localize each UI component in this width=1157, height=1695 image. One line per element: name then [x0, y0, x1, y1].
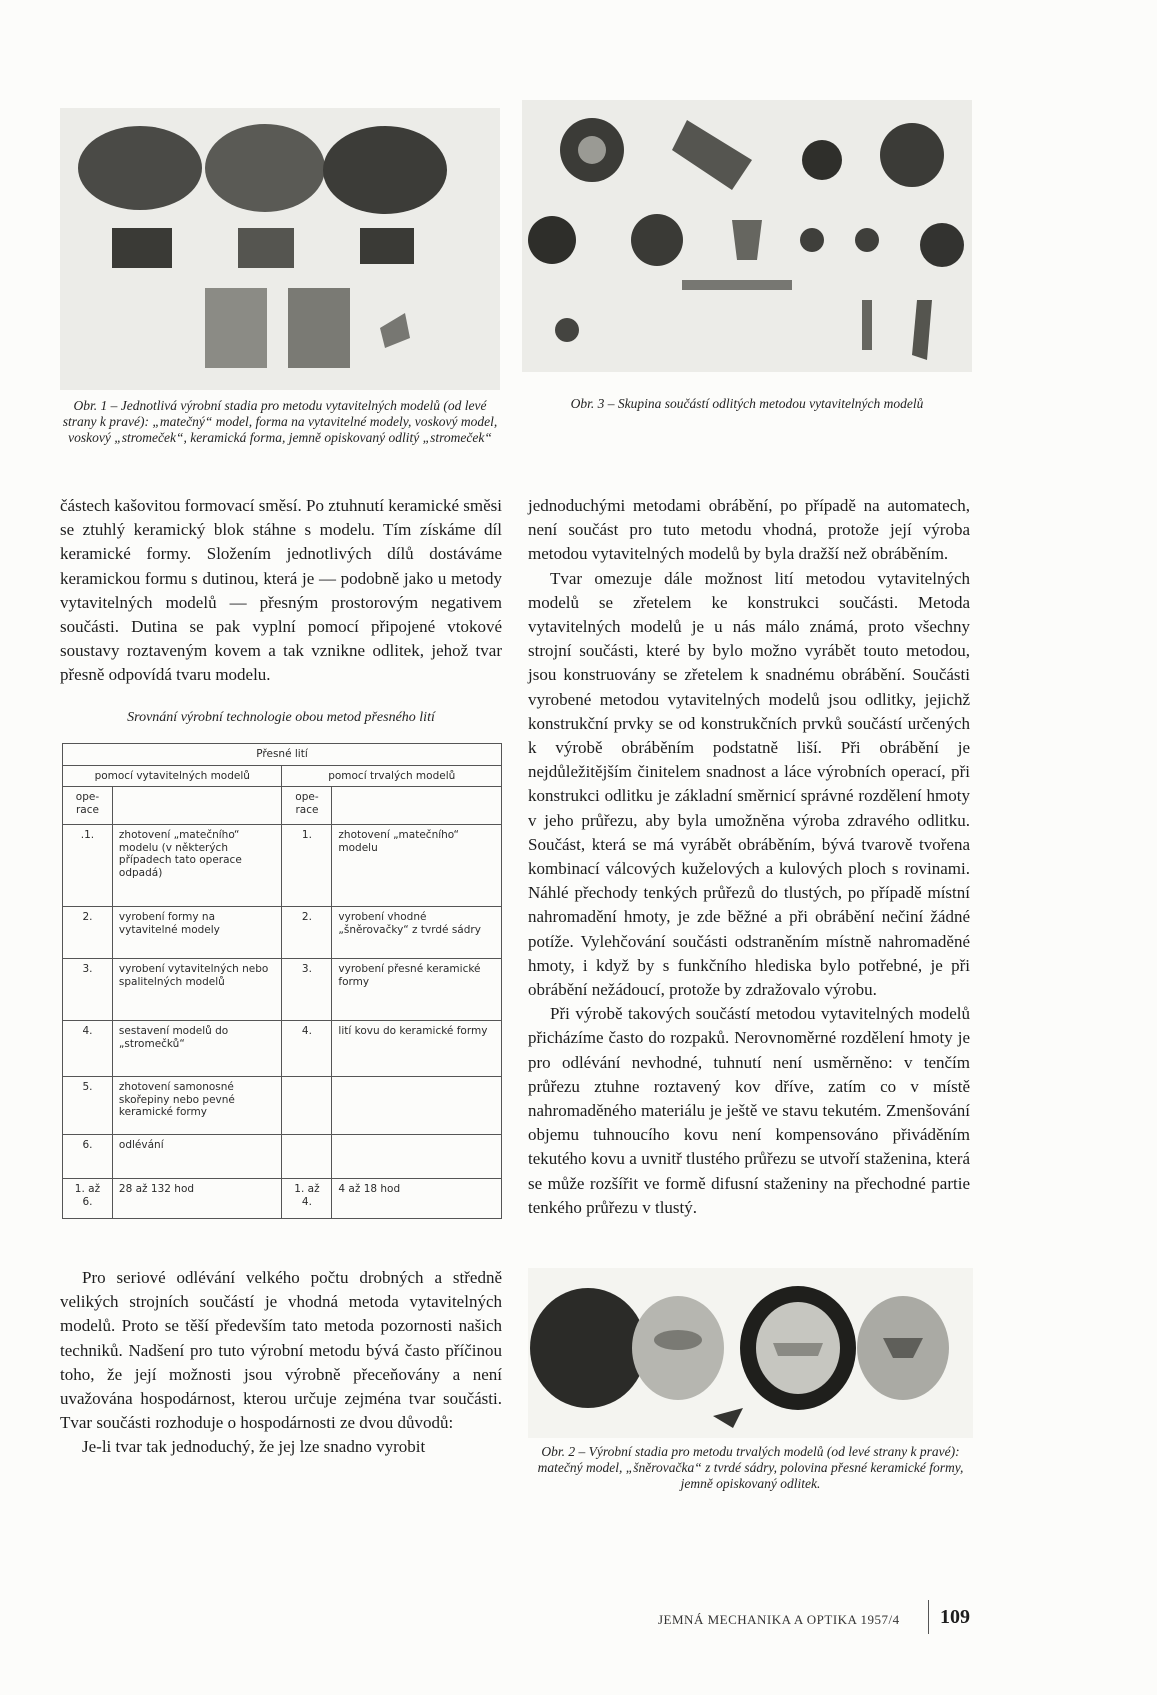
left-column-top: [60, 494, 502, 688]
table-cell: zhotovení „matečního“ modelu: [332, 825, 502, 907]
table-cell: 2.: [63, 907, 113, 959]
table-cell: 4.: [282, 1021, 332, 1077]
table-cell: sestavení modelů do „stromečků“: [112, 1021, 282, 1077]
paragraph: Tvar omezuje dále možnost lití metodou vytavitelných modelů se zřetelem ke konstrukci součásti. Metoda vytavitelných modelů je u nás málo známá, proto všechny strojní součásti, které by bylo možno vyrábět touto metodou, jsou konstruovány se zřetelem k snadnému obrábění. Součásti vyrobené metodou vytavitelných modelů jsou odlitky, jejichž konstrukční prvky se od konstrukčních prvků součástí určených k výrobě obráběním podstatně liší. Při obrábění je nejdůležitějším činitelem snadnost a láce výrobních operací, při konstrukci odlitku je základní směrnicí správné rozdělení hmoty v jeho průřezu, aby byla umožněna výroba zdravého odlitku. Součást, která se má vyrábět obráběním, bývá tvarově tvořena kombinací válcových kuželových a kulových ploch s rovinami. Náhlé přechody tenkých průřezů do tlustých, po případě místní nahromadění hmoty, je zde běžné a při obrábění nečiní žádné potíže. Vylehčování součásti odstraněním místně nahromaděné hmoty, i když by s funkčního hlediska bylo potřebné, je při obrábění nežádoucí, protože by zdražovalo výrobu.: [528, 568, 970, 1000]
table-title: Srovnání výrobní technologie obou metod přesného lití: [127, 710, 435, 725]
table-cell: vyrobení vytavitelných nebo spalitelných modelů: [112, 959, 282, 1021]
footer-divider: [928, 1600, 929, 1634]
table-group-right: pomocí trvalých modelů: [282, 765, 502, 787]
table-op-label: ope- race: [63, 787, 113, 825]
journal-footer: JEMNÁ MECHANIKA A OPTIKA 1957/4: [658, 1612, 900, 1627]
paragraph: Je-li tvar tak jednoduchý, že jej lze snadno vyrobit: [82, 1437, 426, 1457]
table-cell: [332, 1135, 502, 1179]
table-cell: 4 až 18 hod: [332, 1179, 502, 1219]
paragraph: Při výrobě takových součástí metodou vytavitelných modelů přicházíme často do rozpaků. Nerovnoměrné rozdělení hmoty je pro odlévání nevhodné, tuhnutí není usměrněno: v tenčím průřezu ztuhne roztavený kov dříve, zatím co v místě nahromaděného materiálu je ještě ve stavu tekutém. Zmenšování objemu tuhnoucího kovu není kompensováno přiváděním tekutého kovu a uvnitř tlustého průřezu se utvoří staženina, která se může rozšířit ve formě difusní staženiny na přechodné partie tenkého průřezu v tlustý.: [528, 1004, 970, 1217]
table-cell: zhotovení „matečního“ modelu (v některých případech tato operace odpadá): [112, 825, 282, 907]
table-cell: lití kovu do keramické formy: [332, 1021, 502, 1077]
table-row: [63, 825, 502, 907]
paragraph: částech kašovitou formovací směsí. Po ztuhnutí keramické směsi se ztuhlý keramický blok stáhne s modelu. Tím získáme díl keramické formy. Složením jednotlivých dílů dostáváme keramickou formu s dutinou, která je — podobně jako u metody vytavitelných modelů — přesným prostorovým negativem součásti. Dutina se pak vyplní pomocí připojené vtokové soustavy roztaveným kovem a tak vznikne odlitek, jehož tvar přesně odpovídá tvaru modelu.: [60, 496, 502, 685]
figure-1-caption: Obr. 1 – Jednotlivá výrobní stadia pro metodu vytavitelných modelů (od levé strany k pravé): „matečný“ model, forma na vytavitelné modely, voskový model, voskový „stromeček“, keramická forma, jemně opiskovaný odlitý „stromeček“: [62, 398, 498, 445]
table-header: Přesné lití: [63, 744, 502, 766]
figure-3-caption: Obr. 3 – Skupina součástí odlitých metodou vytavitelných modelů: [570, 396, 924, 411]
page-number: 109: [940, 1606, 970, 1628]
table-cell: [282, 1135, 332, 1179]
table-total-row: [63, 1179, 502, 1219]
table-cell: zhotovení samonosné skořepiny nebo pevné keramické formy: [112, 1077, 282, 1135]
table-cell: 5.: [63, 1077, 113, 1135]
table-cell: 3.: [63, 959, 113, 1021]
table-cell: 6.: [63, 1135, 113, 1179]
figure-1-photo: [60, 108, 500, 390]
table-cell: vyrobení formy na vytavitelné modely: [112, 907, 282, 959]
table-row: [63, 1077, 502, 1135]
table-cell: odlévání: [112, 1135, 282, 1179]
paragraph: jednoduchými metodami obrábění, po případě na automatech, není součást pro tuto metodu vhodná, protože její výroba metodou vytavitelných modelů by byla dražší než obráběním.: [528, 496, 970, 564]
table-cell: vyrobení přesné keramické formy: [332, 959, 502, 1021]
table-row: [63, 959, 502, 1021]
table-row: [63, 907, 502, 959]
comparison-table: [62, 743, 502, 1219]
left-column-bottom: [60, 1266, 502, 1460]
table-cell: 2.: [282, 907, 332, 959]
paragraph: Pro seriové odlévání velkého počtu drobných a středně velikých strojních součástí je vhodná metoda vytavitelných modelů. Proto se těší především tato metoda pozornosti našich techniků. Nadšení pro tuto výrobní metodu bývá často příčinou toho, že její možnosti jsou výrobně přeceňovány a není uvažována hospodárnost, kterou určuje zejména tvar součásti. Tvar součásti rozhoduje o hospodárnosti ze dvou důvodů:: [60, 1268, 502, 1433]
table-cell: [332, 1077, 502, 1135]
table-group-left: pomocí vytavitelných modelů: [63, 765, 282, 787]
table-cell: .1.: [63, 825, 113, 907]
table-cell: [282, 1077, 332, 1135]
table-cell: 1. až 6.: [63, 1179, 113, 1219]
table-cell: 1. až 4.: [282, 1179, 332, 1219]
table-cell: 1.: [282, 825, 332, 907]
table-row: [63, 1021, 502, 1077]
table-cell: vyrobení vhodné „šněrovačky“ z tvrdé sádry: [332, 907, 502, 959]
table-row: [63, 1135, 502, 1179]
table-op-label: ope- race: [282, 787, 332, 825]
figure-3-photo: [522, 100, 972, 372]
table-cell: 28 až 132 hod: [112, 1179, 282, 1219]
table-cell: 3.: [282, 959, 332, 1021]
figure-2-photo: [528, 1268, 973, 1438]
figure-2-caption: Obr. 2 – Výrobní stadia pro metodu trvalých modelů (od levé strany k pravé): matečný model, „šněrovačka“ z tvrdé sádry, polovina přesné keramické formy, jemně opiskovaný odlitek.: [537, 1444, 964, 1491]
table-cell: 4.: [63, 1021, 113, 1077]
right-column: [528, 494, 970, 1220]
